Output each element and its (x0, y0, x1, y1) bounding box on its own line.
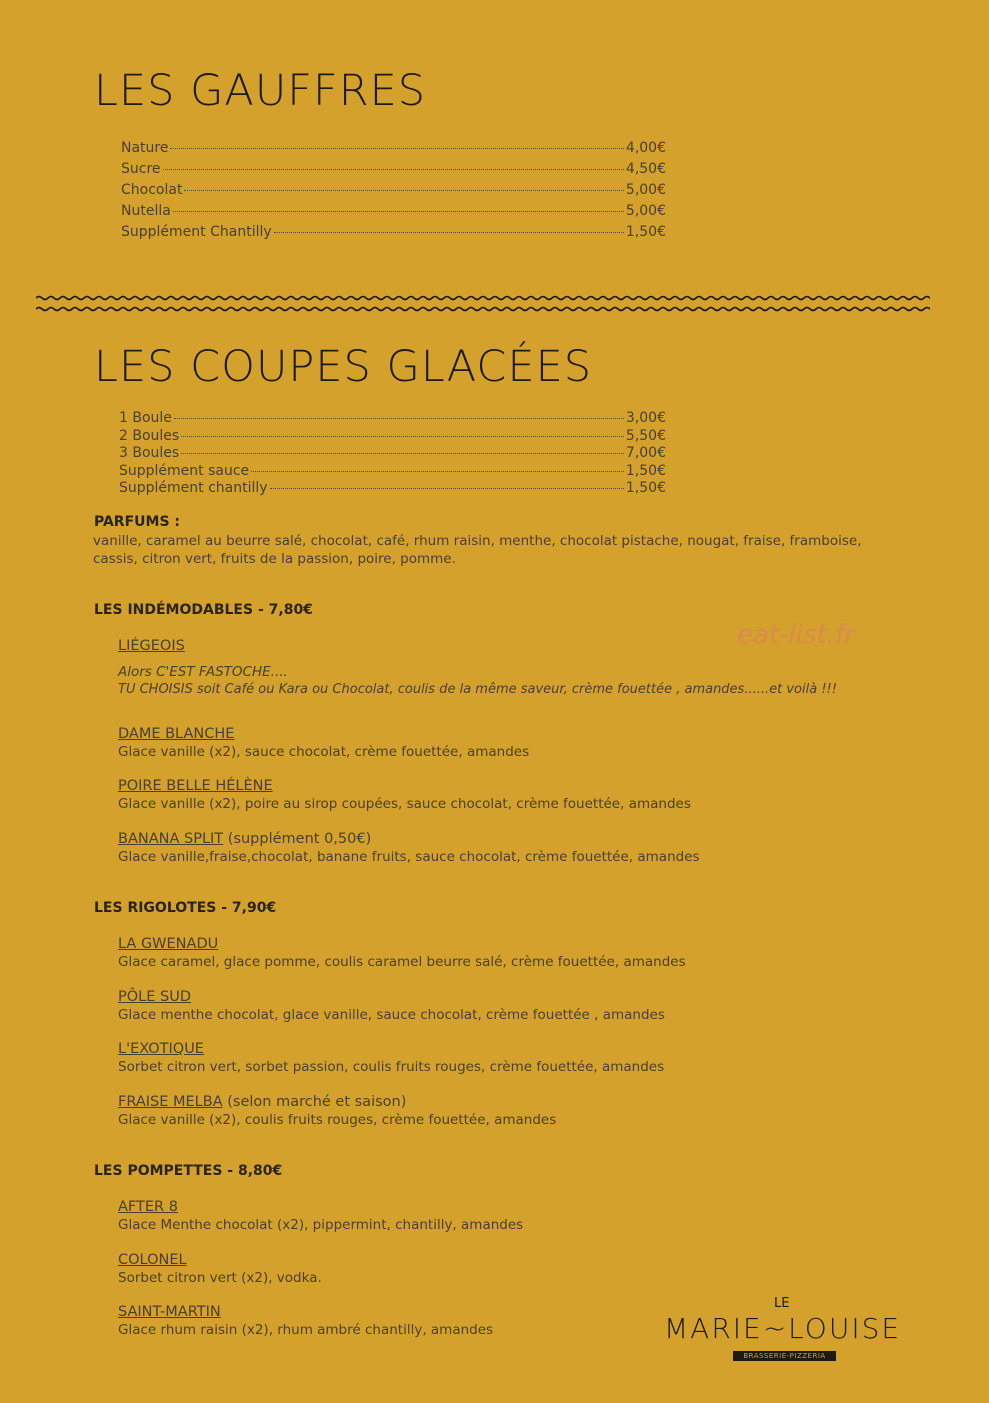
gauffres-title: LES GAUFFRES (94, 66, 427, 116)
item-name: Nutella (121, 203, 171, 219)
item-name: COLONEL (118, 1252, 187, 1268)
item-description: Glace menthe chocolat, glace vanille, sauce chocolat, crème fouettée , amandes (118, 1007, 665, 1023)
logo-tagline: BRASSERIE-PIZZERIA (733, 1351, 836, 1361)
item-price: 3,00€ (625, 410, 666, 426)
parfums-text: vanille, caramel au beurre salé, chocolat, café, rhum raisin, menthe, chocolat pistache, nougat, fraise, framboise, cassis, citron vert, fruits de la passion, poire, pomme. (93, 533, 862, 567)
item-name: SAINT-MARTIN (118, 1304, 221, 1320)
item-price: 1,50€ (625, 480, 666, 497)
item-name: Nature (121, 140, 169, 156)
item-name: AFTER 8 (118, 1199, 178, 1215)
item-name: FRAISE MELBA (118, 1094, 223, 1110)
dot-leader (251, 471, 624, 472)
menu-item (118, 725, 529, 761)
price-row (119, 445, 666, 463)
menu-item-liegeois (118, 637, 837, 699)
dot-leader (274, 232, 624, 233)
item-price: 5,00€ (625, 203, 666, 219)
item-description: Glace rhum raisin (x2), rhum ambré chantilly, amandes (118, 1322, 494, 1338)
coupes-title: LES COUPES GLACÉES (94, 342, 593, 392)
item-note: (supplément 0,50€) (223, 831, 372, 847)
gauffres-price-list (121, 140, 666, 245)
watermark: eat-list.fr (737, 620, 855, 650)
item-description: Glace vanille,fraise,chocolat, banane fruits, sauce chocolat, crème fouettée, amandes (118, 849, 700, 865)
parfums-heading: PARFUMS : (94, 514, 181, 530)
item-description: Glace vanille (x2), coulis fruits rouges, crème fouettée, amandes (118, 1112, 557, 1128)
menu-item (118, 1093, 556, 1129)
dot-leader (181, 436, 624, 437)
price-row (119, 410, 666, 428)
dot-leader (184, 190, 623, 191)
section-heading-pompettes: LES POMPETTES - 8,80€ (94, 1163, 283, 1179)
item-note: (selon marché et saison) (222, 1094, 407, 1110)
dot-leader (181, 453, 624, 454)
menu-item (118, 1040, 664, 1076)
dot-leader (173, 211, 624, 212)
item-name: PÔLE SUD (118, 989, 191, 1005)
dot-leader (163, 169, 624, 170)
item-name: L'EXOTIQUE (118, 1041, 204, 1057)
item-price: 5,00€ (625, 182, 666, 198)
item-name: 1 Boule (119, 410, 172, 426)
logo-le: LE (774, 1296, 790, 1311)
item-line: Alors C'EST FASTOCHE.... (118, 664, 288, 680)
item-description: Glace vanille (x2), poire au sirop coupées, sauce chocolat, crème fouettée, amandes (118, 796, 691, 812)
item-name: 2 Boules (119, 427, 180, 444)
brand-logo (664, 1296, 904, 1366)
price-row (121, 182, 666, 203)
item-price: 4,00€ (625, 140, 666, 156)
menu-item (118, 1303, 493, 1339)
price-row (121, 203, 666, 224)
dot-leader (270, 488, 624, 489)
item-name: DAME BLANCHE (118, 726, 235, 742)
dot-leader (174, 418, 624, 419)
section-heading-rigolotes: LES RIGOLOTES - 7,90€ (94, 900, 277, 916)
logo-brand: MARIE~LOUISE (664, 1312, 902, 1345)
item-description: Glace caramel, glace pomme, coulis caramel beurre salé, crème fouettée, amandes (118, 954, 686, 970)
item-description: Sorbet citron vert, sorbet passion, coulis fruits rouges, crème fouettée, amandes (118, 1059, 665, 1075)
item-name: Supplément sauce (119, 462, 250, 479)
menu-item (118, 1251, 322, 1287)
price-row (121, 140, 666, 161)
item-price: 4,50€ (625, 161, 666, 177)
item-price: 7,00€ (625, 445, 666, 462)
price-row (119, 463, 666, 481)
item-price: 1,50€ (625, 224, 666, 240)
item-name: 3 Boules (119, 445, 180, 462)
menu-item (118, 988, 665, 1024)
item-price: 1,50€ (625, 462, 666, 479)
menu-item (118, 777, 691, 813)
item-name: LA GWENADU (118, 936, 219, 952)
price-row (119, 428, 666, 446)
section-heading-indemodables: LES INDÉMODABLES - 7,80€ (94, 602, 313, 618)
item-name: LIÉGEOIS (118, 638, 185, 654)
item-name: Supplément chantilly (119, 480, 268, 497)
item-description: Glace vanille (x2), sauce chocolat, crème fouettée, amandes (118, 744, 530, 760)
item-name: Sucre (121, 161, 161, 177)
dot-leader (170, 148, 623, 149)
item-name: BANANA SPLIT (118, 831, 224, 847)
item-price: 5,50€ (625, 427, 666, 444)
wave-divider (36, 290, 930, 316)
item-description: Glace Menthe chocolat (x2), pippermint, chantilly, amandes (118, 1217, 524, 1233)
price-row (121, 161, 666, 182)
menu-item (118, 1198, 523, 1234)
price-row (121, 224, 666, 245)
item-description: Sorbet citron vert (x2), vodka. (118, 1270, 322, 1286)
item-name: Supplément Chantilly (121, 224, 272, 240)
item-name: Chocolat (121, 182, 183, 198)
item-name: POIRE BELLE HÉLÈNE (118, 778, 273, 794)
menu-item (118, 935, 686, 971)
item-line: TU CHOISIS soit Café ou Kara ou Chocolat, coulis de la même saveur, crème fouettée , amandes......et voilà !!! (118, 682, 837, 697)
price-row (119, 480, 666, 498)
coupes-price-list (119, 410, 666, 498)
menu-item (118, 830, 700, 866)
